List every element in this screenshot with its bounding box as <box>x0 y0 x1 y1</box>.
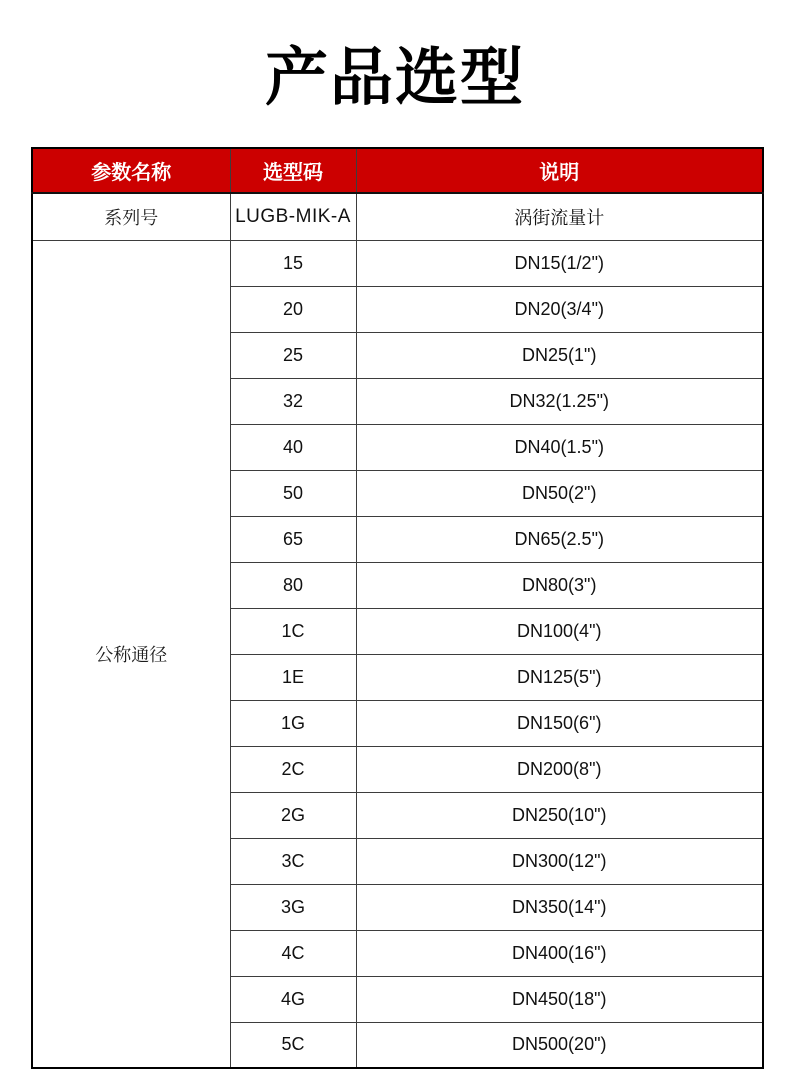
diameter-code-value: 50 <box>230 470 356 516</box>
product-selection-table <box>31 147 764 1069</box>
header-selection-code: 选型码 <box>230 148 356 193</box>
diameter-description: DN450(18") <box>356 976 763 1022</box>
diameter-description: DN80(3") <box>356 562 763 608</box>
diameter-code-value: 1E <box>230 654 356 700</box>
diameter-code-value: 3G <box>230 884 356 930</box>
diameter-code-value: 15 <box>230 240 356 286</box>
diameter-description: DN15(1/2") <box>356 240 763 286</box>
table-row-diameter <box>32 240 763 286</box>
diameter-code-value: 80 <box>230 562 356 608</box>
header-parameter-name: 参数名称 <box>32 148 230 193</box>
diameter-group-label: 公称通径 <box>32 240 230 1068</box>
diameter-code-value: 3C <box>230 838 356 884</box>
diameter-description: DN500(20") <box>356 1022 763 1068</box>
diameter-description: DN350(14") <box>356 884 763 930</box>
diameter-description: DN100(4") <box>356 608 763 654</box>
diameter-description: DN125(5") <box>356 654 763 700</box>
diameter-code-value: 4C <box>230 930 356 976</box>
diameter-code-value: 4G <box>230 976 356 1022</box>
series-description: 涡街流量计 <box>356 193 763 240</box>
diameter-description: DN40(1.5") <box>356 424 763 470</box>
header-description: 说明 <box>356 148 763 193</box>
diameter-code-value: 65 <box>230 516 356 562</box>
diameter-description: DN200(8") <box>356 746 763 792</box>
diameter-code-value: 2C <box>230 746 356 792</box>
diameter-code-value: 40 <box>230 424 356 470</box>
diameter-code-value: 1C <box>230 608 356 654</box>
diameter-code-value: 25 <box>230 332 356 378</box>
table-header-row <box>32 148 763 193</box>
diameter-description: DN50(2") <box>356 470 763 516</box>
diameter-code-value: 5C <box>230 1022 356 1068</box>
diameter-description: DN150(6") <box>356 700 763 746</box>
diameter-description: DN32(1.25") <box>356 378 763 424</box>
table-row-series <box>32 193 763 240</box>
diameter-description: DN250(10") <box>356 792 763 838</box>
diameter-description: DN400(16") <box>356 930 763 976</box>
series-number-label: 系列号 <box>32 193 230 240</box>
diameter-code-value: 20 <box>230 286 356 332</box>
series-code-value: LUGB-MIK-A <box>230 193 356 240</box>
page-title: 产品选型 <box>265 43 525 113</box>
diameter-description: DN300(12") <box>356 838 763 884</box>
diameter-description: DN25(1") <box>356 332 763 378</box>
diameter-code-value: 32 <box>230 378 356 424</box>
diameter-description: DN20(3/4") <box>356 286 763 332</box>
diameter-code-value: 2G <box>230 792 356 838</box>
diameter-description: DN65(2.5") <box>356 516 763 562</box>
diameter-code-value: 1G <box>230 700 356 746</box>
